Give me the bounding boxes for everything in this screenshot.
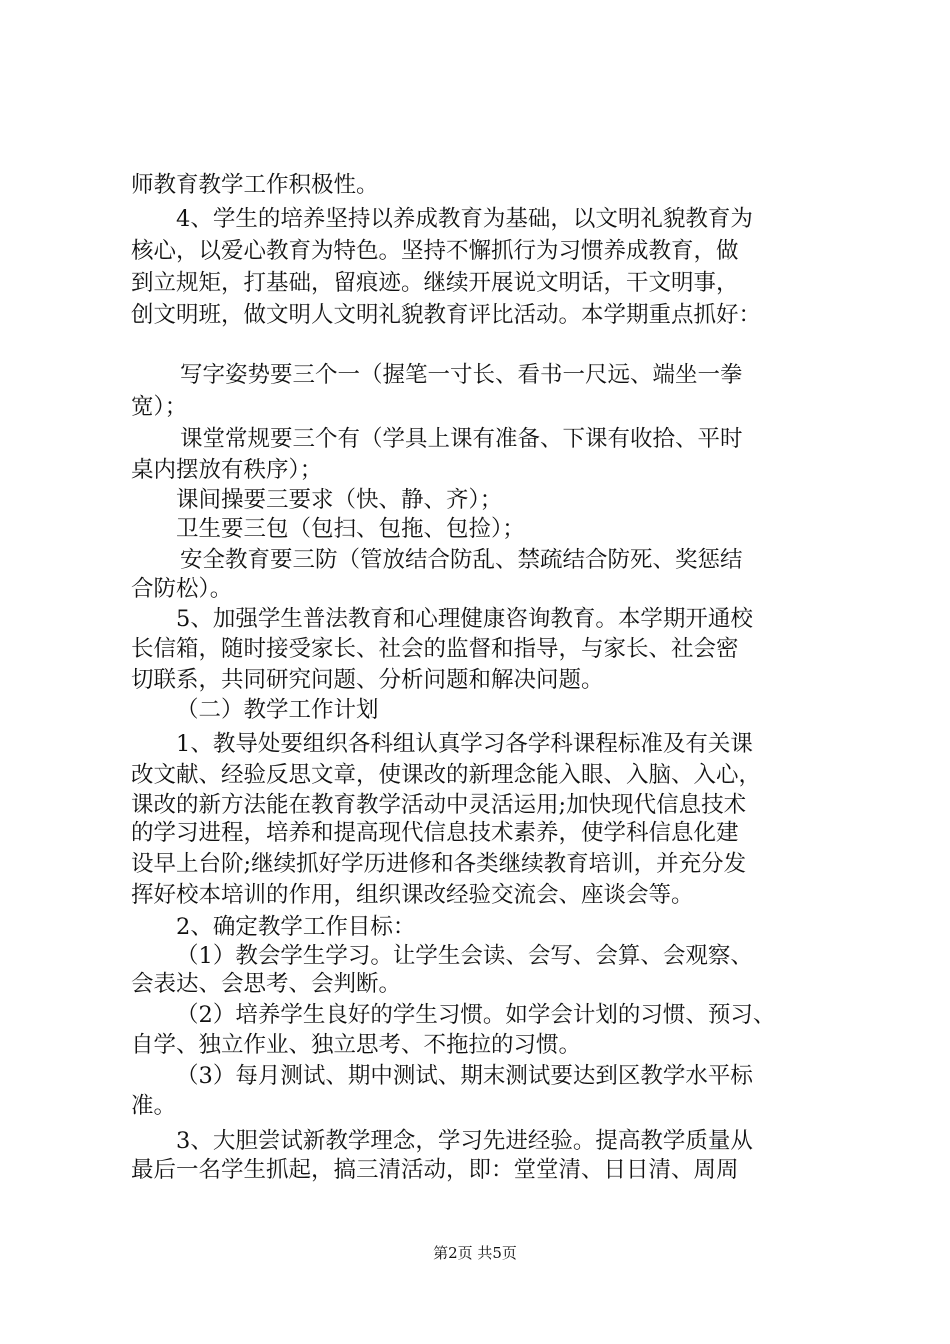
text-line: 师教育教学工作积极性。 <box>131 172 379 198</box>
text-line: 到立规矩，打基础，留痕迹。继续开展说文明话，干文明事， <box>131 270 739 296</box>
text-line: 卫生要三包（包扫、包拖、包捡）； <box>176 516 525 542</box>
text-line: 设早上台阶;继续抓好学历进修和各类继续教育培训，并充分发 <box>131 851 747 877</box>
text-line: 课间操要三要求（快、静、齐）； <box>176 487 503 513</box>
text-line: 创文明班，做文明人文明礼貌教育评比活动。本学期重点抓好： <box>131 302 762 328</box>
text-line: 安全教育要三防（管放结合防乱、禁疏结合防死、奖惩结 <box>180 547 743 573</box>
text-line: 1、教导处要组织各科组认真学习各学科课程标准及有关课 <box>176 731 753 757</box>
text-line: 改文献、经验反思文章，使课改的新理念能入眼、入脑、入心， <box>131 762 762 788</box>
text-line: 桌内摆放有秩序）； <box>131 457 323 483</box>
text-line: 4、学生的培养坚持以养成教育为基础，以文明礼貌教育为 <box>176 206 753 232</box>
page-number-footer: 第2页 共5页 <box>433 1244 517 1262</box>
section-heading: （二）教学工作计划 <box>176 697 379 723</box>
text-line: 最后一名学生抓起，搞三清活动，即：堂堂清、日日清、周周 <box>131 1157 739 1183</box>
text-line: 课改的新方法能在教育教学活动中灵活运用;加快现代信息技术 <box>131 792 747 818</box>
text-line: 课堂常规要三个有（学具上课有准备、下课有收拾、平时 <box>180 426 743 452</box>
text-line: 5、加强学生普法教育和心理健康咨询教育。本学期开通校 <box>176 606 753 632</box>
text-line: 核心，以爱心教育为特色。坚持不懈抓行为习惯养成教育，做 <box>131 238 739 264</box>
text-line: 3、大胆尝试新教学理念，学习先进经验。提高教学质量从 <box>176 1128 753 1154</box>
text-line: 准。 <box>131 1093 177 1119</box>
text-line: 写字姿势要三个一（握笔一寸长、看书一尺远、端坐一拳 <box>180 362 743 388</box>
text-line: （3）每月测试、期中测试、期末测试要达到区教学水平标 <box>176 1063 753 1089</box>
text-line: 合防松）。 <box>131 576 233 602</box>
text-line: 自学、独立作业、独立思考、不拖拉的习惯。 <box>131 1032 582 1058</box>
text-line: （1）教会学生学习。让学生会读、会写、会算、会观察、 <box>176 943 753 969</box>
text-line: 宽）； <box>131 394 188 420</box>
text-line: 长信箱，随时接受家长、社会的监督和指导，与家长、社会密 <box>131 636 739 662</box>
text-line: 挥好校本培训的作用，组织课改经验交流会、座谈会等。 <box>131 882 694 908</box>
text-line: 2、确定教学工作目标： <box>176 914 416 940</box>
text-line: 切联系，共同研究问题、分析问题和解决问题。 <box>131 667 604 693</box>
text-line: 的学习进程，培养和提高现代信息技术素养，使学科信息化建 <box>131 820 739 846</box>
text-line: 会表达、会思考、会判断。 <box>131 971 402 997</box>
text-line: （2）培养学生良好的学生习惯。如学会计划的习惯、预习、 <box>176 1002 776 1028</box>
